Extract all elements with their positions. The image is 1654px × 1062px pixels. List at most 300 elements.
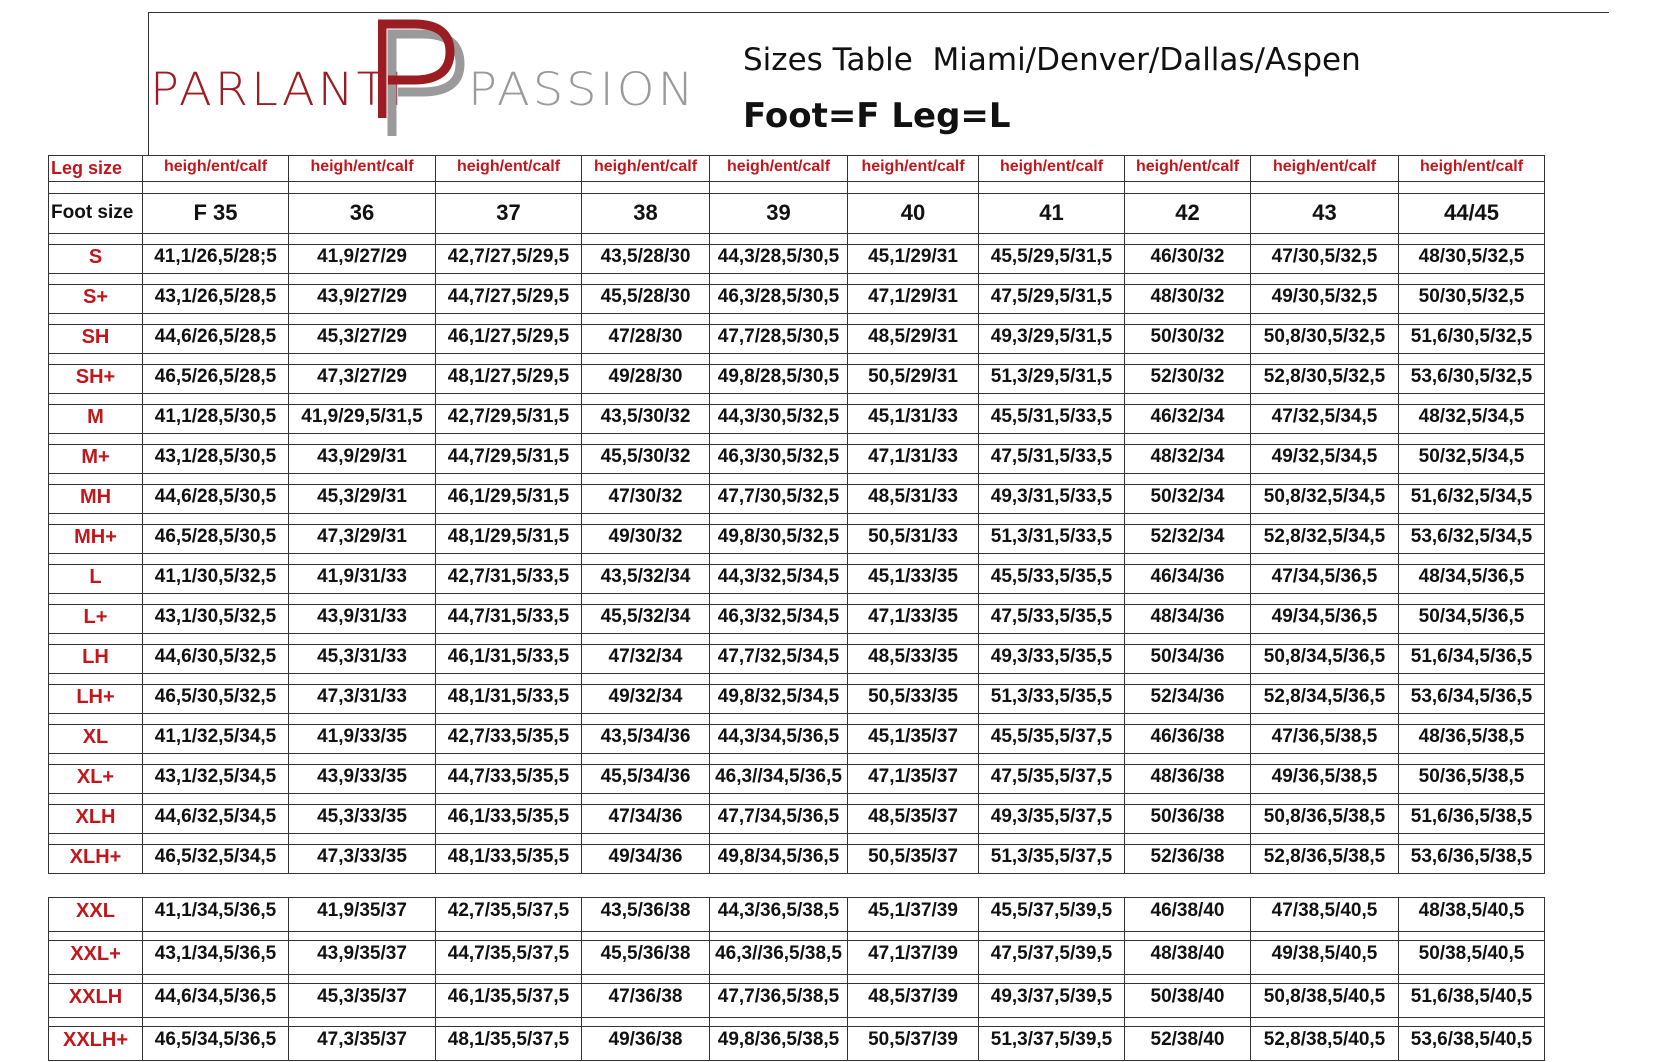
separator-cell [49,834,143,845]
measurement-cell: 46,5/34,5/36,5 [143,1027,289,1061]
separator-cell [1125,514,1251,525]
measurement-cell: 49,8/32,5/34,5 [710,685,848,714]
column-header: heigh/ent/calf [1251,156,1399,182]
column-header: heigh/ent/calf [1399,156,1545,182]
measurement-cell: 46/36/38 [1125,725,1251,754]
measurement-cell: 45,5/35,5/37,5 [979,725,1125,754]
separator-cell [1251,634,1399,645]
measurement-cell: 52,8/38,5/40,5 [1251,1027,1399,1061]
measurement-cell: 42,7/33,5/35,5 [436,725,582,754]
separator-cell [1399,394,1545,405]
separator-cell [710,274,848,285]
leg-size-label: M [49,405,143,434]
measurement-cell: 50/36/38 [1125,805,1251,834]
measurement-cell: 45,5/29,5/31,5 [979,245,1125,274]
separator-cell [582,434,710,445]
separator-cell [49,514,143,525]
measurement-cell: 43,1/26,5/28,5 [143,285,289,314]
separator-cell [436,234,582,245]
separator-cell [710,1018,848,1027]
measurement-cell: 48,1/29,5/31,5 [436,525,582,554]
separator-cell [582,674,710,685]
separator-cell [289,674,436,685]
separator-cell [848,932,979,941]
table-row [49,605,1545,634]
separator-cell [979,514,1125,525]
separator-cell [436,434,582,445]
separator-cell [710,314,848,325]
column-header: heigh/ent/calf [710,156,848,182]
separator-cell [979,434,1125,445]
measurement-cell: 46,3/32,5/34,5 [710,605,848,634]
separator-cell [143,354,289,365]
measurement-cell: 44,6/30,5/32,5 [143,645,289,674]
separator-cell [289,314,436,325]
separator-cell [848,274,979,285]
measurement-cell: 48/38,5/40,5 [1399,898,1545,932]
measurement-cell: 47,1/31/33 [848,445,979,474]
measurement-cell: 49,8/36,5/38,5 [710,1027,848,1061]
separator-cell [49,354,143,365]
table-row [49,525,1545,554]
separator-cell [582,354,710,365]
measurement-cell: 49,8/34,5/36,5 [710,845,848,874]
measurement-cell: 50/32,5/34,5 [1399,445,1545,474]
table-row [49,445,1545,474]
separator-cell [1125,314,1251,325]
measurement-cell: 51,3/33,5/35,5 [979,685,1125,714]
separator-cell [49,754,143,765]
separator-cell [49,594,143,605]
measurement-cell: 45,5/31,5/33,5 [979,405,1125,434]
separator-cell [1399,594,1545,605]
brand-left-word: PARLANTI [150,63,407,117]
measurement-cell: 50,5/37/39 [848,1027,979,1061]
separator-cell [289,594,436,605]
separator-cell [143,634,289,645]
separator-cell [1125,594,1251,605]
separator-cell [289,754,436,765]
measurement-cell: 50,8/32,5/34,5 [1251,485,1399,514]
separator-cell [582,834,710,845]
measurement-cell: 46,3//36,5/38,5 [710,941,848,975]
separator-cell [1125,932,1251,941]
separator-cell [848,314,979,325]
measurement-cell: 49,8/28,5/30,5 [710,365,848,394]
measurement-cell: 45,3/33/35 [289,805,436,834]
measurement-cell: 47/30/32 [582,485,710,514]
separator-cell [49,274,143,285]
row-separator [49,314,1545,325]
separator-cell [289,1018,436,1027]
measurement-cell: 47/32/34 [582,645,710,674]
measurement-cell: 45,5/32/34 [582,605,710,634]
leg-header-row [49,156,1545,182]
separator-cell [979,394,1125,405]
measurement-cell: 51,3/37,5/39,5 [979,1027,1125,1061]
separator-cell [436,714,582,725]
separator-cell [289,434,436,445]
leg-size-label: LH+ [49,685,143,714]
separator-cell [582,1018,710,1027]
leg-size-label: XXL [49,898,143,932]
measurement-cell: 46,3//34,5/36,5 [710,765,848,794]
separator-cell [582,634,710,645]
measurement-cell: 48,5/33/35 [848,645,979,674]
separator-cell [436,474,582,485]
separator-cell [1399,754,1545,765]
measurement-cell: 51,6/36,5/38,5 [1399,805,1545,834]
foot-size-header: 37 [436,194,582,234]
measurement-cell: 45,3/29/31 [289,485,436,514]
table-row [49,725,1545,754]
measurement-cell: 43,5/30/32 [582,405,710,434]
measurement-cell: 43,1/28,5/30,5 [143,445,289,474]
column-header: heigh/ent/calf [289,156,436,182]
separator-cell [436,274,582,285]
separator-cell [979,474,1125,485]
separator-cell [710,514,848,525]
measurement-cell: 50,5/29/31 [848,365,979,394]
leg-size-label: S+ [49,285,143,314]
table-row [49,765,1545,794]
separator-cell [143,274,289,285]
table-row [49,365,1545,394]
separator-cell [582,975,710,984]
measurement-cell: 51,3/31,5/33,5 [979,525,1125,554]
separator-cell [143,794,289,805]
measurement-cell: 50/30,5/32,5 [1399,285,1545,314]
xxl-size-table [48,897,1545,1061]
separator-cell [582,474,710,485]
measurement-cell: 46,1/35,5/37,5 [436,984,582,1018]
measurement-cell: 52,8/36,5/38,5 [1251,845,1399,874]
measurement-cell: 47,7/32,5/34,5 [710,645,848,674]
measurement-cell: 47,5/33,5/35,5 [979,605,1125,634]
separator-cell [1125,794,1251,805]
leg-size-label: M+ [49,445,143,474]
column-header: heigh/ent/calf [979,156,1125,182]
leg-size-label: Leg size [49,156,143,182]
separator-cell [436,674,582,685]
measurement-cell: 47,1/33/35 [848,605,979,634]
separator-cell [848,975,979,984]
separator-cell [979,314,1125,325]
measurement-cell: 50/32/34 [1125,485,1251,514]
measurement-cell: 49/32/34 [582,685,710,714]
separator-cell [848,554,979,565]
measurement-cell: 49,3/29,5/31,5 [979,325,1125,354]
table-row [49,485,1545,514]
measurement-cell: 48/32,5/34,5 [1399,405,1545,434]
measurement-cell: 52/34/36 [1125,685,1251,714]
separator-cell [289,354,436,365]
measurement-cell: 45,5/33,5/35,5 [979,565,1125,594]
measurement-cell: 47/30,5/32,5 [1251,245,1399,274]
measurement-cell: 51,6/34,5/36,5 [1399,645,1545,674]
separator-cell [848,394,979,405]
separator-cell [1399,434,1545,445]
brand-right-word: PASSION [468,63,697,117]
separator-cell [49,234,143,245]
measurement-cell: 47/38,5/40,5 [1251,898,1399,932]
measurement-cell: 42,7/35,5/37,5 [436,898,582,932]
measurement-cell: 52/38/40 [1125,1027,1251,1061]
measurement-cell: 46,3/30,5/32,5 [710,445,848,474]
separator-cell [289,834,436,845]
measurement-cell: 43,9/35/37 [289,941,436,975]
measurement-cell: 50,8/38,5/40,5 [1251,984,1399,1018]
separator-cell [1251,234,1399,245]
measurement-cell: 42,7/27,5/29,5 [436,245,582,274]
separator-cell [1399,554,1545,565]
separator-cell [289,394,436,405]
measurement-cell: 49,3/31,5/33,5 [979,485,1125,514]
separator-cell [710,182,848,194]
separator-cell [143,474,289,485]
separator-cell [710,234,848,245]
measurement-cell: 50/36,5/38,5 [1399,765,1545,794]
measurement-cell: 46,5/28,5/30,5 [143,525,289,554]
row-separator [49,514,1545,525]
foot-size-header: 41 [979,194,1125,234]
separator-cell [143,514,289,525]
separator-cell [289,975,436,984]
measurement-cell: 50/34,5/36,5 [1399,605,1545,634]
measurement-cell: 51,3/29,5/31,5 [979,365,1125,394]
measurement-cell: 50/30/32 [1125,325,1251,354]
separator-cell [710,634,848,645]
separator-cell [582,394,710,405]
measurement-cell: 50,5/35/37 [848,845,979,874]
separator-cell [436,394,582,405]
measurement-cell: 49/32,5/34,5 [1251,445,1399,474]
separator-cell [979,794,1125,805]
measurement-cell: 47,3/31/33 [289,685,436,714]
separator-cell [1399,474,1545,485]
measurement-cell: 48,5/29/31 [848,325,979,354]
separator-cell [49,975,143,984]
separator-cell [1251,182,1399,194]
measurement-cell: 48/30,5/32,5 [1399,245,1545,274]
table-row [49,285,1545,314]
table-row [49,898,1545,932]
measurement-cell: 53,6/38,5/40,5 [1399,1027,1545,1061]
measurement-cell: 48,1/33,5/35,5 [436,845,582,874]
measurement-cell: 49/28/30 [582,365,710,394]
measurement-cell: 47/28/30 [582,325,710,354]
measurement-cell: 43,5/32/34 [582,565,710,594]
measurement-cell: 43,1/30,5/32,5 [143,605,289,634]
measurement-cell: 47/36/38 [582,984,710,1018]
separator-cell [979,834,1125,845]
measurement-cell: 43,1/34,5/36,5 [143,941,289,975]
measurement-cell: 47,5/31,5/33,5 [979,445,1125,474]
measurement-cell: 46,1/31,5/33,5 [436,645,582,674]
separator-cell [1251,514,1399,525]
measurement-cell: 50,8/36,5/38,5 [1251,805,1399,834]
separator-cell [848,794,979,805]
separator-cell [1399,932,1545,941]
separator-cell [979,354,1125,365]
measurement-cell: 48/36,5/38,5 [1399,725,1545,754]
separator-cell [582,594,710,605]
separator-cell [289,714,436,725]
separator-cell [710,834,848,845]
measurement-cell: 47,7/34,5/36,5 [710,805,848,834]
separator-cell [436,314,582,325]
separator-cell [1399,314,1545,325]
measurement-cell: 47,3/35/37 [289,1027,436,1061]
measurement-cell: 49/34/36 [582,845,710,874]
leg-size-label: L [49,565,143,594]
measurement-cell: 47,1/29/31 [848,285,979,314]
separator-cell [710,932,848,941]
table-row [49,245,1545,274]
measurement-cell: 49/34,5/36,5 [1251,605,1399,634]
table-row [49,685,1545,714]
separator-cell [1399,714,1545,725]
foot-size-header: 36 [289,194,436,234]
separator-cell [1125,834,1251,845]
separator-cell [143,182,289,194]
separator-cell [582,714,710,725]
measurement-cell: 47/34,5/36,5 [1251,565,1399,594]
measurement-cell: 51,6/38,5/40,5 [1399,984,1545,1018]
measurement-cell: 49,3/35,5/37,5 [979,805,1125,834]
separator-cell [848,594,979,605]
row-separator [49,594,1545,605]
measurement-cell: 52,8/30,5/32,5 [1251,365,1399,394]
separator-cell [143,434,289,445]
measurement-cell: 49/30/32 [582,525,710,554]
measurement-cell: 41,9/29,5/31,5 [289,405,436,434]
measurement-cell: 46/32/34 [1125,405,1251,434]
measurement-cell: 49,3/33,5/35,5 [979,645,1125,674]
measurement-cell: 48/38/40 [1125,941,1251,975]
separator-cell [979,975,1125,984]
separator-cell [848,474,979,485]
separator-cell [49,394,143,405]
leg-size-label: XXLH [49,984,143,1018]
separator-cell [49,932,143,941]
column-header: heigh/ent/calf [143,156,289,182]
separator-cell [710,975,848,984]
row-separator [49,674,1545,685]
separator-cell [49,1018,143,1027]
measurement-cell: 46/34/36 [1125,565,1251,594]
separator-cell [1399,1018,1545,1027]
separator-cell [710,754,848,765]
separator-cell [1251,932,1399,941]
leg-size-label: LH [49,645,143,674]
measurement-cell: 44,7/27,5/29,5 [436,285,582,314]
table-row [49,805,1545,834]
foot-size-header: 38 [582,194,710,234]
separator-cell [979,714,1125,725]
separator-cell [979,274,1125,285]
measurement-cell: 44,3/34,5/36,5 [710,725,848,754]
measurement-cell: 45,5/34/36 [582,765,710,794]
separator-cell [1125,354,1251,365]
foot-header-row [49,194,1545,234]
separator-cell [143,314,289,325]
size-table [48,155,1545,874]
separator-cell [436,514,582,525]
separator-cell [848,714,979,725]
measurement-cell: 48,5/31/33 [848,485,979,514]
separator-cell [1399,834,1545,845]
measurement-cell: 49/36/38 [582,1027,710,1061]
measurement-cell: 52/30/32 [1125,365,1251,394]
separator-cell [1399,794,1545,805]
separator-cell [979,1018,1125,1027]
measurement-cell: 48,5/37/39 [848,984,979,1018]
separator-cell [1125,434,1251,445]
separator-cell [1125,1018,1251,1027]
measurement-cell: 43,1/32,5/34,5 [143,765,289,794]
separator-cell [143,932,289,941]
measurement-cell: 46/38/40 [1125,898,1251,932]
row-separator [49,634,1545,645]
separator-cell [436,354,582,365]
separator-cell [979,594,1125,605]
measurement-cell: 47,5/35,5/37,5 [979,765,1125,794]
pp-monogram-icon [378,18,478,148]
measurement-cell: 50,5/31/33 [848,525,979,554]
separator-cell [289,274,436,285]
measurement-cell: 48,1/27,5/29,5 [436,365,582,394]
row-separator [49,234,1545,245]
measurement-cell: 46,1/27,5/29,5 [436,325,582,354]
row-separator [49,474,1545,485]
row-separator [49,794,1545,805]
separator-cell [1251,754,1399,765]
table-row [49,325,1545,354]
separator-cell [1251,274,1399,285]
measurement-cell: 47,1/37/39 [848,941,979,975]
separator-cell [710,434,848,445]
separator-cell [49,474,143,485]
measurement-cell: 45,1/33/35 [848,565,979,594]
measurement-cell: 45,5/30/32 [582,445,710,474]
measurement-cell: 42,7/29,5/31,5 [436,405,582,434]
separator-cell [582,754,710,765]
measurement-cell: 43,5/36/38 [582,898,710,932]
measurement-cell: 44,3/36,5/38,5 [710,898,848,932]
separator-cell [1251,554,1399,565]
separator-cell [1251,1018,1399,1027]
separator-cell [710,554,848,565]
separator-cell [1251,474,1399,485]
separator-cell [1251,314,1399,325]
separator-cell [49,794,143,805]
separator-cell [1125,674,1251,685]
measurement-cell: 41,9/33/35 [289,725,436,754]
row-separator [49,932,1545,941]
leg-size-label: MH+ [49,525,143,554]
separator-cell [49,554,143,565]
page-subtitle: Foot=F Leg=L [743,96,1011,136]
measurement-cell: 41,9/31/33 [289,565,436,594]
measurement-cell: 47,5/37,5/39,5 [979,941,1125,975]
foot-size-header: F 35 [143,194,289,234]
measurement-cell: 47,3/29/31 [289,525,436,554]
separator-cell [1399,674,1545,685]
separator-cell [1399,274,1545,285]
separator-cell [710,794,848,805]
separator-cell [1251,674,1399,685]
